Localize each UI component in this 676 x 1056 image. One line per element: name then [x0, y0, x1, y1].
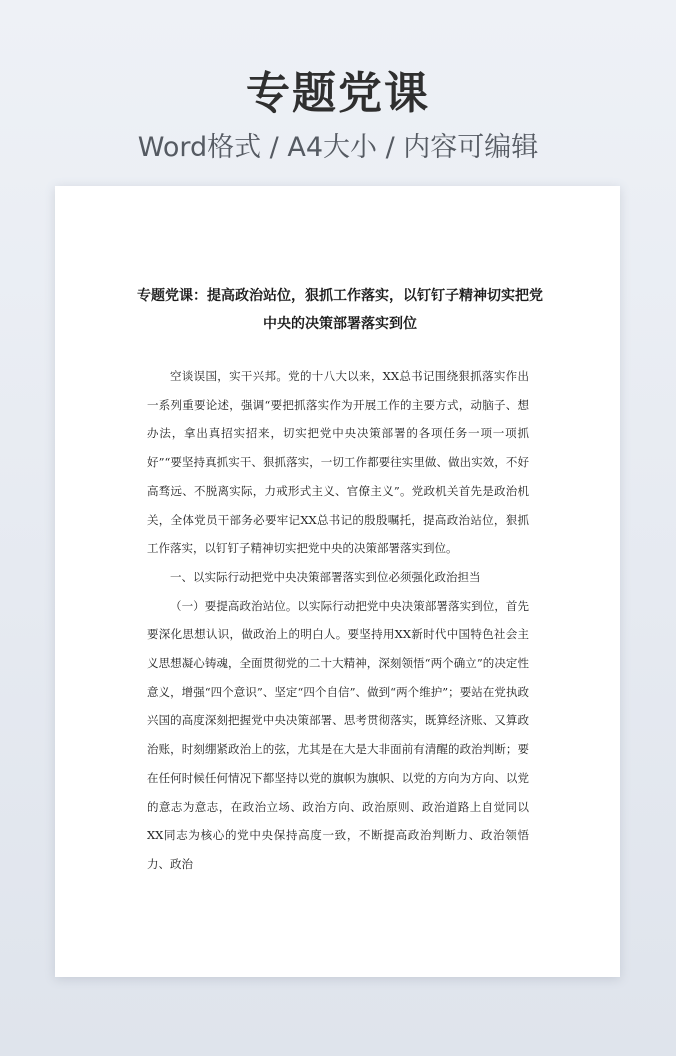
document-paragraph: 空谈误国，实干兴邦。党的十八大以来，XX总书记围绕狠抓落实作出一系列重要论述，强调“要把抓落实作为开展工作的主要方式，动脑子、想办法，拿出真招实招来，切实把党中央决策部署的各项任务一项一项抓好”“要坚持真抓实干、狠抓落实，一切工作都要往实里做、做出实效，不好高骛远、不脱离实际，力戒形式主义、官僚主义”。党政机关首先是政治机关，全体党员干部务必要牢记XX总书记的殷殷嘱托，提高政治站位，狠抓工作落实，以钉钉子精神切实把党中央的决策部署落实到位。 — [147, 369, 529, 556]
document-title: 专题党课：提高政治站位，狠抓工作落实，以钉钉子精神切实把党中央的决策部署落实到位 — [137, 288, 543, 332]
banner-subtitle: Word格式 / A4大小 / 内容可编辑 — [137, 132, 539, 163]
banner — [0, 64, 676, 168]
section-heading: 一、以实际行动把党中央决策部署落实到位必须强化政治担当 — [170, 569, 481, 584]
banner-title: 专题党课 — [246, 68, 430, 119]
document-page — [55, 186, 620, 977]
document-body — [147, 362, 529, 879]
document-paragraph: （一）要提高政治站位。以实际行动把党中央决策部署落实到位，首先要深化思想认识，做政治上的明白人。要坚持用XX新时代中国特色社会主义思想凝心铸魂，全面贯彻党的二十大精神，深刻领悟“两个确立”的决定性意义，增强“四个意识”、坚定“四个自信”、做到“两个维护”；要站在党执政兴国的高度深刻把握党中央决策部署、思考贯彻落实，既算经济账、又算政治账，时刻绷紧政治上的弦，尤其是在大是大非面前有清醒的政治判断；要在任何时候任何情况下都坚持以党的旗帜为旗帜、以党的方向为方向、以党的意志为意志，在政治立场、政治方向、政治原则、政治道路上自觉同以XX同志为核心的党中央保持高度一致，不断提高政治判断力、政治领悟力、政治 — [147, 598, 529, 871]
